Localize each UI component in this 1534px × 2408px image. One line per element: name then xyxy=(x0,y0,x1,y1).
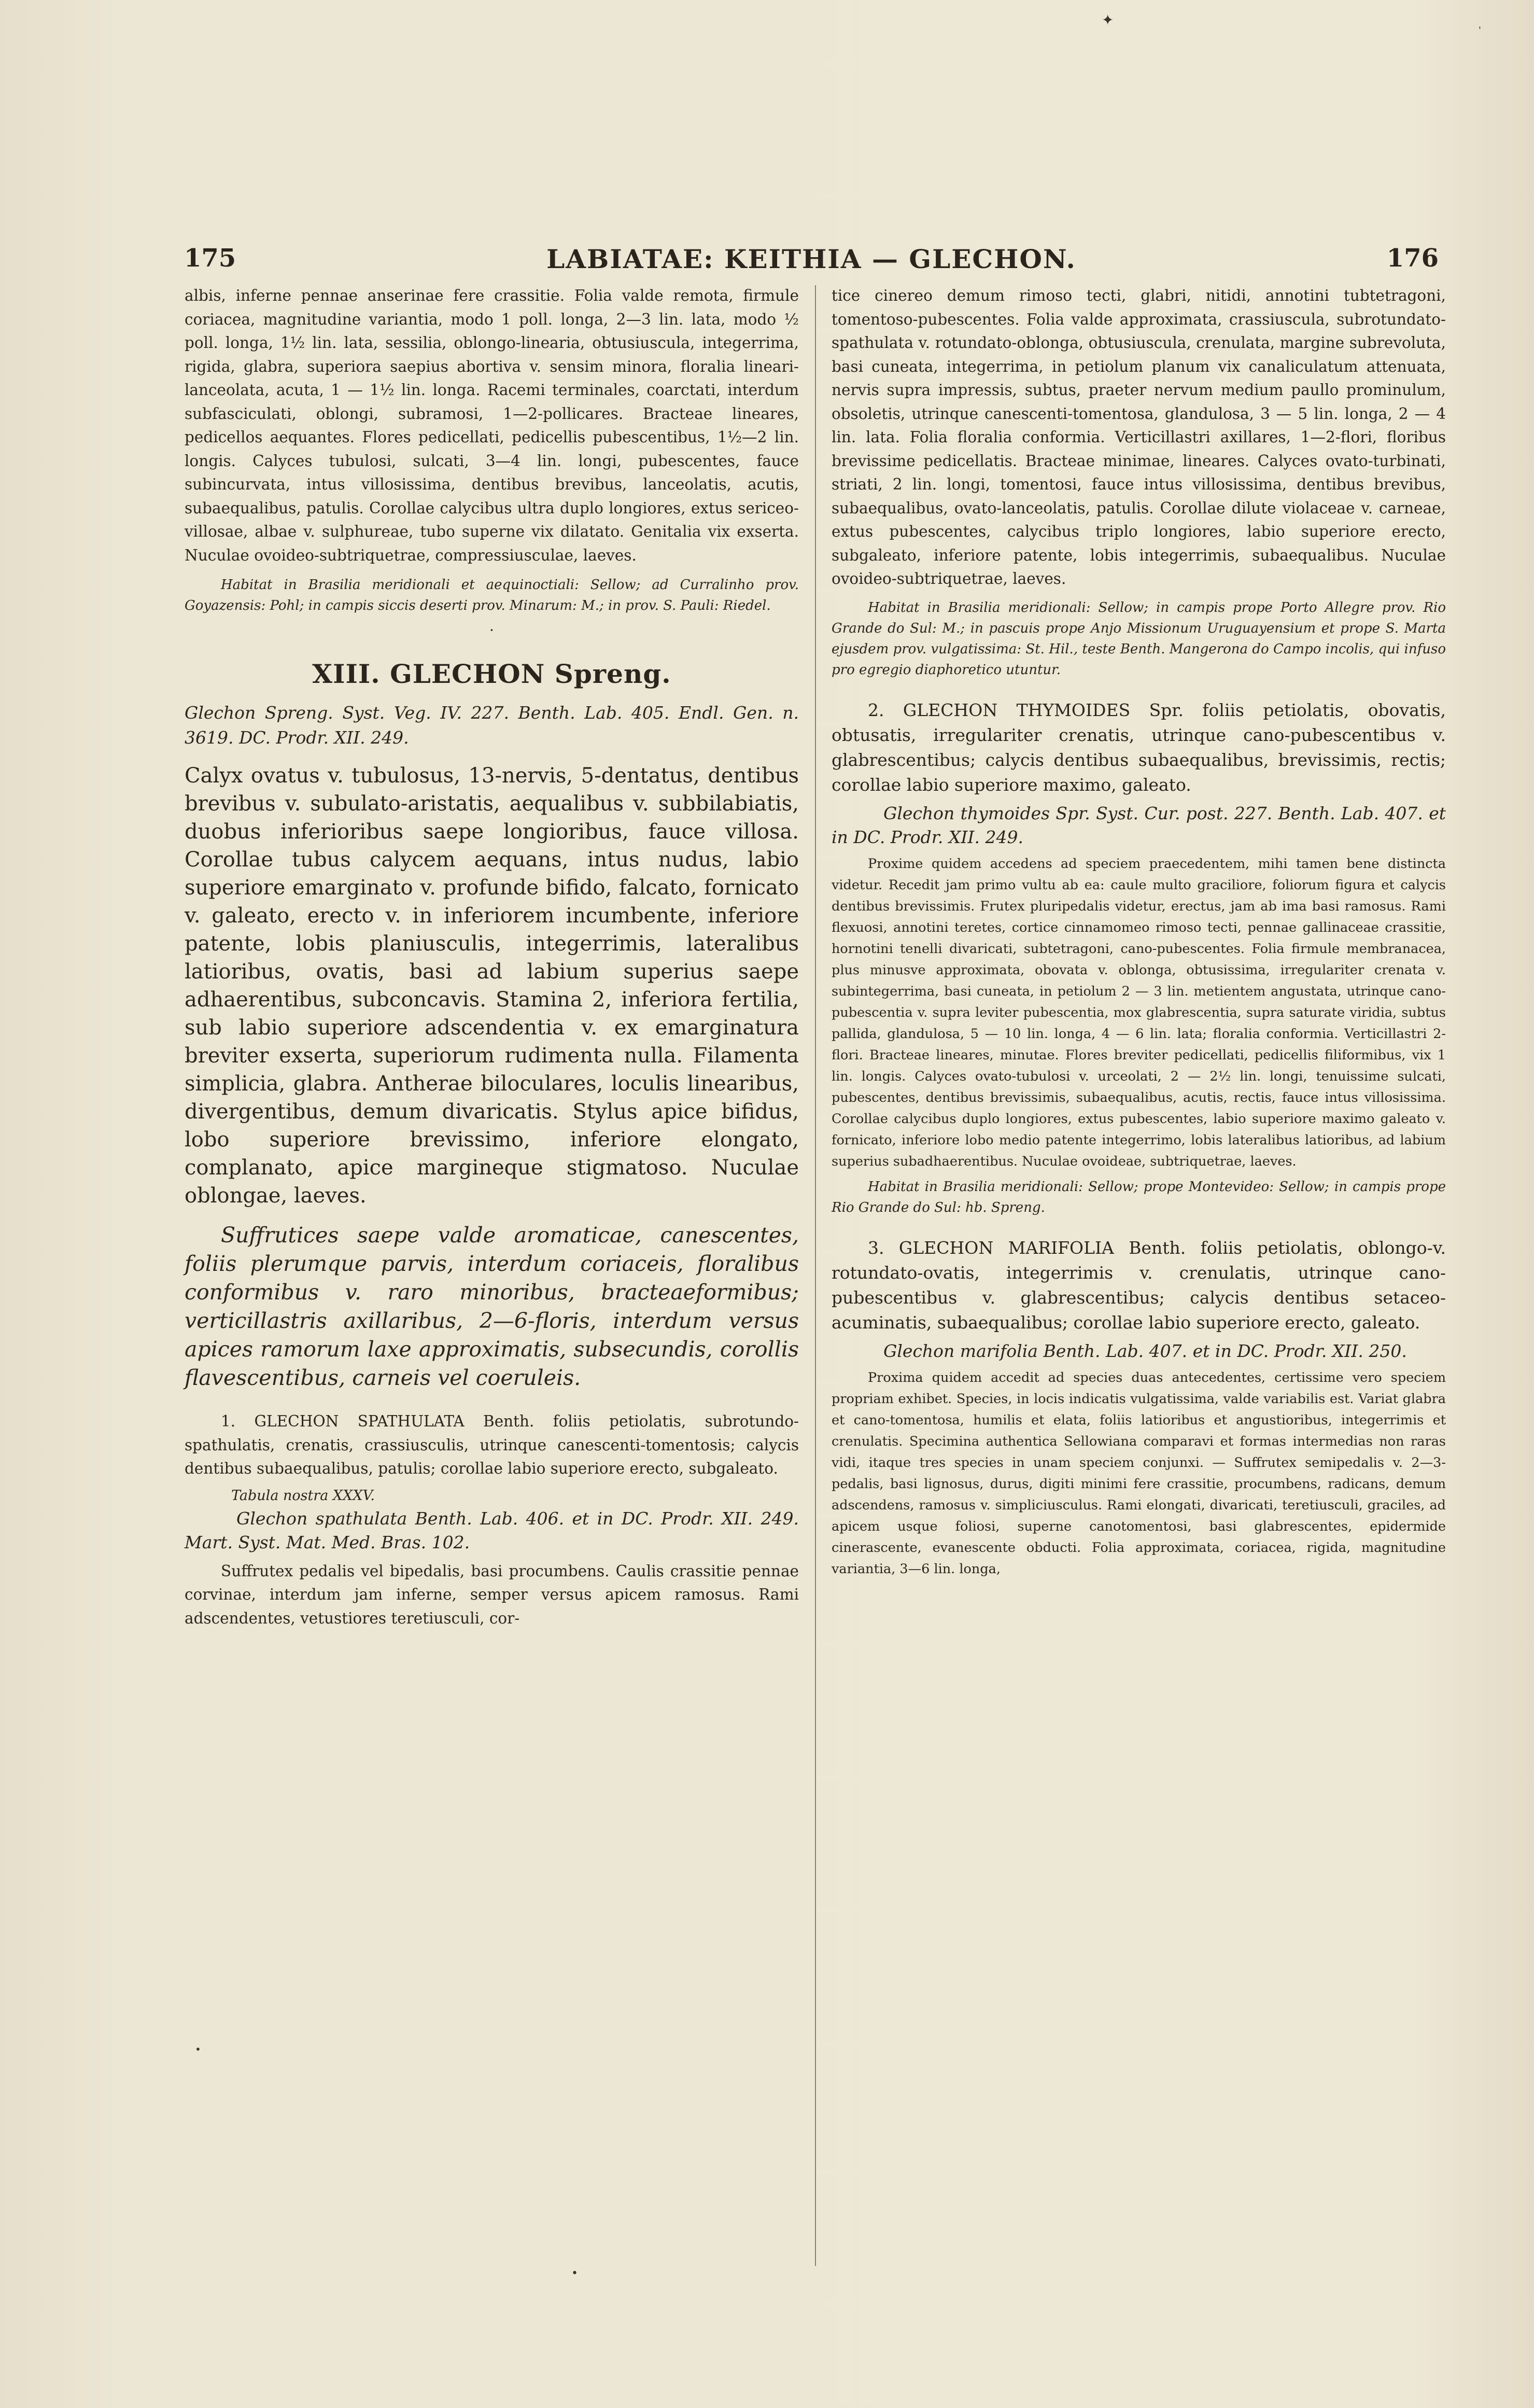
page-number-right: 176 xyxy=(1386,244,1439,273)
column-divider xyxy=(815,285,816,2266)
species-2-diagnosis: 2. GLECHON THYMOIDES Spr. foliis petiolatis, obovatis, obtusatis, irregulariter crenatis, utrinque cano-pubescentibus v. glabrescentibus; calycis dentibus subaequalibus, brevissimis, rectis; corollae labio superiore maximo, galeato. xyxy=(832,699,1446,795)
species-1-diagnosis: 1. GLECHON SPATHULATA Benth. foliis petiolatis, subrotundo-spathulatis, crenatis, crassiusculis, utrinque canescenti-tomentosis; calycis dentibus subaequalibus, patulis; corollae labio superiore erecto, subgaleato. xyxy=(185,1412,799,1477)
genus-description: Calyx ovatus v. tubulosus, 13-nervis, 5-dentatus, dentibus brevibus v. subulato-aristatis, aequalibus v. subbilabiatis, duobus inferioribus saepe longioribus, fauce villosa. Corollae tubus calycem aequans, intus nudus, labio superiore emarginato v. profunde bifido, falcato, fornicato v. galeato, erecto v. in inferiorem incumbente, inferiore patente, lobis planiusculis, integerrimis, lateralibus latioribus, ovatis, basi ad labium superius saepe adhaerentibus, subconcavis. Stamina 2, inferiora fertilia, sub labio superiore adscendentia v. ex emarginatura breviter exserta, superiorum rudimenta nulla. Filamenta simplicia, glabra. Antherae biloculares, loculis linearibus, divergentibus, demum divaricatis. Stylus apice bifidus, lobo superiore brevissimo, inferiore elongato, complanato, apice margineque stigmatoso. Nuculae oblongae, laeves. xyxy=(185,764,799,1208)
species-1-habitat: Habitat in Brasilia meridionali: Sellow; in campis prope Porto Allegre prov. Rio Grande do Sul: M.; in pascuis prope Anjo Missionum Uruguayensium et prope S. Marta ejusdem prov. vulgatissima: St. Hil., teste Benth. Mangerona do Campo incolis, qui infuso pro egregio diaphoretico utuntur. xyxy=(832,599,1446,678)
keithia-habitat: Habitat in Brasilia meridionali et aequinoctiali: Sellow; ad Curralinho prov. Goyazensis: Pohl; in campis siccis deserti prov. Minarum: M.; in prov. S. Pauli: Riedel. xyxy=(185,577,799,613)
genus-reference: Glechon Spreng. Syst. Veg. IV. 227. Benth. Lab. 405. Endl. Gen. n. 3619. DC. Prodr. XII. 249. xyxy=(185,703,799,748)
print-speck: • xyxy=(195,2043,201,2055)
left-column xyxy=(185,284,799,1630)
keithia-description: albis, inferne pennae anserinae fere crassitie. Folia valde remota, firmule coriacea, magnitudine variantia, modo 1 poll. longa, 2—3 lin. lata, modo ½ poll. longa, 1½ lin. lata, sessilia, oblongo-linearia, obtusiuscula, integerrima, rigida, glabra, superiora saepius abortiva v. sensim minora, floralia lineari-lanceolata, acuta, 1 — 1½ lin. longa. Racemi terminales, coarctati, interdum subfasciculati, oblongi, subramosi, 1—2-pollicares. Bracteae lineares, pedicellos aequantes. Flores pedicellati, pedicellis pubescentibus, 1½—2 lin. longis. Calyces tubulosi, sulcati, 3—4 lin. longi, pubescentes, fauce subincurvata, intus villosissima, dentibus brevibus, lanceolatis, acutis, subaequalibus, patulis. Corollae calycibus ultra duplo longiores, extus sericeo-villosae, albae v. sulphureae, tubo superne vix dilatato. Genitalia vix exserta. Nuculae ovoideo-subtriquetrae, compressiusculae, laeves. xyxy=(185,287,799,564)
species-1-plate: Tabula nostra XXXV. xyxy=(231,1487,375,1504)
section-mark: · xyxy=(489,622,494,639)
print-speck: ' xyxy=(1479,25,1481,36)
species-1-description: Suffrutex pedalis vel bipedalis, basi procumbens. Caulis crassitie pennae corvinae, interdum jam inferne, semper versus apicem ramosus. Rami adscendentes, vetustiores teretiusculi, cor- xyxy=(185,1562,799,1627)
species-1-reference: Glechon spathulata Benth. Lab. 406. et in DC. Prodr. XII. 249. Mart. Syst. Mat. Med. Bras. 102. xyxy=(185,1508,799,1552)
species-3-reference: Glechon marifolia Benth. Lab. 407. et in DC. Prodr. XII. 250. xyxy=(883,1340,1407,1361)
species-2-description: Proxime quidem accedens ad speciem praecedentem, mihi tamen bene distincta videtur. Recedit jam primo vultu ab ea: caule multo graciliore, foliorum figura et calycis dentibus brevissimis. Frutex pluripedalis videtur, erectus, jam ab ima basi ramosus. Rami flexuosi, annotini teretes, cortice cinnamomeo rimoso tecti, pennae gallinaceae crassitie, hornotini tenelli divaricati, subtetragoni, cano-pubescentes. Folia firmule membranacea, plus minusve approximata, obovata v. oblonga, obtusissima, irregulariter crenata v. subintegerrima, basi cuneata, in petiolum 2 — 3 lin. metientem angustata, utrinque cano-pubescentia v. supra leviter pubescentia, mox glabrescentia, supra saturate viridia, subtus pallida, glandulosa, 5 — 10 lin. longa, 4 — 6 lin. lata; floralia conformia. Verticillastri 2-flori. Bracteae lineares, minutae. Flores breviter pedicellati, pedicellis filiformibus, vix 1 lin. longis. Calyces ovato-tubulosi v. urceolati, 2 — 2½ lin. longi, tenuissime sulcati, pubescentes, dentibus brevissimis, subaequalibus, acutis, rectis, fauce intus villosissima. Corollae calycibus duplo longiores, extus pubescentes, labio superiore maximo galeato v. fornicato, inferiore lobo medio patente integerrimo, lobis lateralibus latioribus, ad labium superius subadhaerentibus. Nuculae ovoideae, subtriquetrae, laeves. xyxy=(832,856,1446,1169)
print-speck: ✦ xyxy=(1102,11,1114,29)
genus-title: XIII. GLECHON Spreng. xyxy=(312,659,671,689)
species-2-habitat: Habitat in Brasilia meridionali: Sellow; prope Montevideo: Sellow; in campis prope Rio Grande do Sul: hb. Spreng. xyxy=(832,1179,1446,1215)
running-header xyxy=(184,244,1439,280)
page-number-left: 175 xyxy=(184,244,236,273)
right-column xyxy=(832,284,1446,1580)
running-title: LABIATAE: KEITHIA — GLECHON. xyxy=(546,244,1076,274)
print-speck: • xyxy=(571,2267,578,2280)
species-3-description: Proxima quidem accedit ad species duas antecedentes, certissime vero speciem propriam exhibet. Species, in locis indicatis vulgatissima, valde variabilis est. Variat glabra et cano-tomentosa, humilis et elata, foliis latioribus et angustioribus, integerrimis et crenulatis. Specimina authentica Sellowiana comparavi et formas intermedias non raras vidi, itaque tres species in unam speciem conjunxi. — Suffrutex semipedalis v. 2—3-pedalis, basi lignosus, durus, digiti minimi fere crassitie, procumbens, radicans, demum adscendens, ramosus v. simpliciusculus. Rami elongati, divaricati, teretiusculi, graciles, ad apicem usque foliosi, superne canotomentosi, basi glabrescentes, epidermide cinerascente, evanescente obducti. Folia approximata, coriacea, rigida, magnitudine variantia, 3—6 lin. longa, xyxy=(832,1369,1446,1577)
species-1-description-continued: tice cinereo demum rimoso tecti, glabri, nitidi, annotini tubtetragoni, tomentoso-pubescentes. Folia valde approximata, crassiuscula, subrotundato-spathulata v. rotundato-oblonga, obtusiuscula, crenulata, margine subrevoluta, basi cuneata, integerrima, in petiolum planum vix canaliculatum attenuata, nervis supra impressis, subtus, praeter nervum medium paullo prominulum, obsoletis, utrinque canescenti-tomentosa, glandulosa, 3 — 5 lin. longa, 2 — 4 lin. lata. Folia floralia conformia. Verticillastri axillares, 1—2-flori, floribus brevissime pedicellatis. Bracteae minimae, lineares. Calyces ovato-turbinati, striati, 2 lin. longi, tomentosi, fauce intus villosissima, dentibus brevibus, subaequalibus, ovato-lanceolatis, patulis. Corollae dilute violaceae v. carneae, extus pubescentes, calycibus triplo longiores, labio superiore erecto, subgaleato, inferiore patente, lobis integerrimis, subaequalibus. Nuculae ovoideo-subtriquetrae, laeves. xyxy=(832,287,1446,587)
genus-habit: Suffrutices saepe valde aromaticae, canescentes, foliis plerumque parvis, interdum coriaceis, floralibus conformibus v. raro minoribus, bracteaeformibus; verticillastris axillaribus, 2—6-floris, interdum versus apices ramorum laxe approximatis, subsecundis, corollis flavescentibus, carneis vel coeruleis. xyxy=(185,1223,799,1390)
species-2-reference: Glechon thymoides Spr. Syst. Cur. post. 227. Benth. Lab. 407. et in DC. Prodr. XII. 249. xyxy=(832,803,1446,847)
species-3-diagnosis: 3. GLECHON MARIFOLIA Benth. foliis petiolatis, oblongo-v. rotundato-ovatis, integerrimis v. crenulatis, utrinque cano-pubescentibus v. glabrescentibus; calycis dentibus setaceo-acuminatis, subaequalibus; corollae labio superiore erecto, galeato. xyxy=(832,1237,1446,1333)
